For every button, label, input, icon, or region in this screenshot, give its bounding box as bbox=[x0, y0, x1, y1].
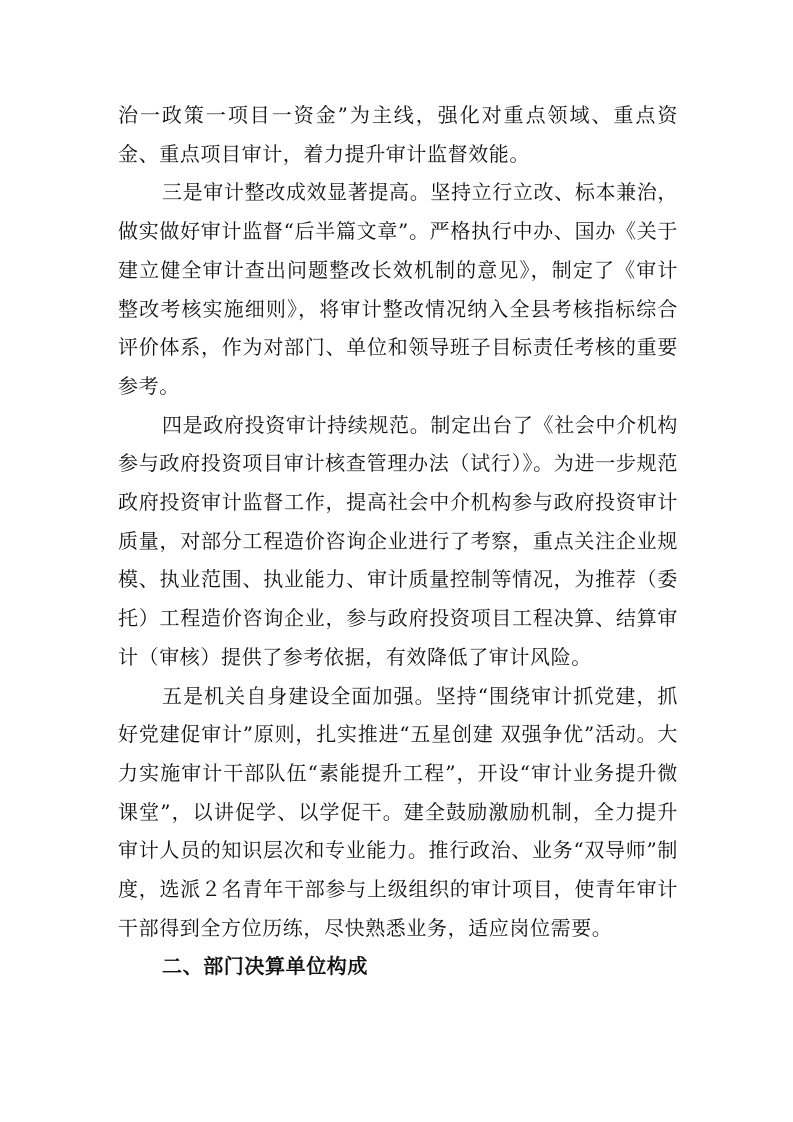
paragraph-investment-audit: 四是政府投资审计持续规范。制定出台了《社会中介机构参与政府投资项目审计核查管理办法（试行）》。为进一步规范政府投资审计监督工作，提高社会中介机构参与政府投资审计质量，对部分工程造价咨询企业进行了考察，重点关注企业规模、执业范围、执业能力、审计质量控制等情况，为推荐（委托）工程造价咨询企业，参与政府投资项目工程决算、结算审计（审核）提供了参考依据，有效降低了审计风险。 bbox=[118, 412, 678, 669]
section-heading: 二、部门决算单位构成 bbox=[162, 954, 368, 979]
document-body bbox=[118, 96, 678, 986]
paragraph-self-building: 五是机关自身建设全面加强。坚持“围绕审计抓党建，抓好党建促审计”原则，扎实推进“五星创建 双强争优”活动。大力实施审计干部队伍“素能提升工程”，开设“审计业务提升微课堂”，以讲促学、以学促干。建全鼓励激励机制，全力提升审计人员的知识层次和专业能力。推行政治、业务“双导师”制度，选派２名青年干部参与上级组织的审计项目，使青年审计干部得到全方位历练，尽快熟悉业务，适应岗位需要。 bbox=[118, 683, 678, 940]
paragraph-continuation: 治一政策一项目一资金”为主线，强化对重点领域、重点资金、重点项目审计，着力提升审计监督效能。 bbox=[118, 103, 678, 166]
paragraph-audit-rectification: 三是审计整改成效显著提高。坚持立行立改、标本兼治，做实做好审计监督“后半篇文章”。严格执行中办、国办《关于建立健全审计查出问题整改长效机制的意见》，制定了《审计整改考核实施细则》，将审计整改情况纳入全县考核指标综合评价体系，作为对部门、单位和领导班子目标责任考核的重要参考。 bbox=[118, 180, 678, 398]
